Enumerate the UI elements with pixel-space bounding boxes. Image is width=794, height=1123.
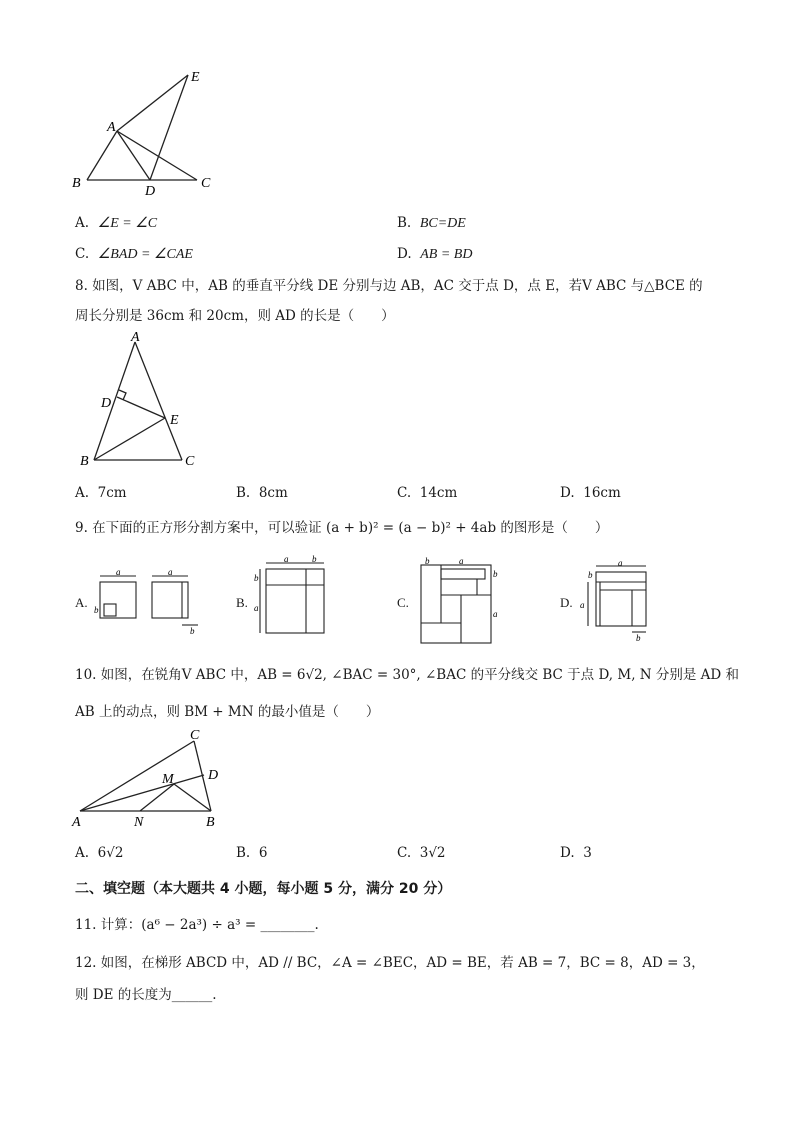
q10-option-c[interactable]	[397, 845, 446, 861]
option-key: A.	[75, 845, 90, 861]
q8-option-a[interactable]	[75, 485, 127, 501]
option-key: A.	[75, 215, 90, 231]
option-key: D.	[560, 845, 575, 861]
label-d: D	[101, 396, 112, 411]
label-b: B	[80, 454, 89, 469]
option-text: 3	[583, 845, 592, 861]
q11-stem: 11. 计算：(a⁶ − 2a³) ÷ a³ = ________.	[75, 917, 319, 933]
sym-b: b	[190, 626, 195, 635]
sym-a: a	[284, 555, 289, 564]
q12-stem-line1: 12. 如图，在梯形 ABCD 中，AD // BC，∠A = ∠BEC，AD = BE，若 AB = 7，BC = 8，AD = 3，	[75, 955, 705, 971]
option-text: 6√2	[97, 845, 124, 861]
q9-option-a-key[interactable]: A.	[75, 595, 88, 610]
segment-ad	[117, 131, 150, 180]
q10-figure	[68, 725, 228, 830]
q8-option-d[interactable]	[560, 485, 621, 501]
q7-option-c[interactable]	[75, 246, 193, 263]
section-title: 二、填空题（本大题共 4 小题，每小题 5 分，满分 20 分）	[75, 881, 452, 897]
q9-option-d-key[interactable]: D.	[560, 595, 573, 610]
sym-a: a	[168, 570, 173, 577]
label-a: A	[72, 815, 81, 830]
option-key: B.	[236, 485, 251, 501]
label-b: B	[72, 176, 81, 191]
option-text: 3√2	[419, 845, 446, 861]
q9-stem-line1: 9. 在下面的正方形分割方案中，可以验证 (a + b)² = (a − b)² + 4ab 的图形是（ ）	[75, 520, 609, 536]
option-key: A.	[75, 485, 90, 501]
outer-square	[421, 565, 491, 643]
option-text: 8cm	[258, 485, 288, 501]
q8-option-b[interactable]	[236, 485, 288, 501]
q8-stem-line1: 8. 如图，V ABC 中，AB 的垂直平分线 DE 分别与边 AB，AC 交于点 D，点 E，若V ABC 与△BCE 的	[75, 278, 703, 294]
option-key: D.	[560, 485, 575, 501]
sym-b: b	[254, 573, 259, 583]
q9-option-d-figure[interactable]	[580, 560, 655, 645]
q8-figure	[75, 330, 205, 470]
sym-b: b	[312, 555, 317, 564]
segment-ab	[87, 131, 117, 180]
option-key: C.	[397, 845, 412, 861]
q8-stem-line2: 周长分别是 36cm 和 20cm，则 AD 的长是（ ）	[75, 308, 395, 324]
q7-figure	[70, 65, 220, 200]
top-strip	[441, 569, 485, 579]
option-key: C.	[75, 246, 90, 262]
option-key: B.	[236, 845, 251, 861]
label-b: B	[206, 815, 215, 830]
option-key: D.	[397, 246, 412, 262]
label-d: D	[208, 768, 219, 783]
q9-option-c-figure[interactable]	[415, 555, 500, 647]
option-text: 16cm	[583, 485, 621, 501]
option-text: ∠E = ∠C	[97, 216, 158, 231]
sym-a: a	[618, 560, 623, 568]
square-a-outer	[100, 582, 136, 618]
segment-ac	[117, 131, 197, 180]
sym-a: a	[493, 609, 498, 619]
sym-b: b	[425, 556, 430, 566]
q10-option-a[interactable]	[75, 845, 123, 861]
sym-b: b	[493, 569, 498, 579]
outer-square	[266, 569, 324, 633]
label-c: C	[185, 454, 195, 469]
sym-b: b	[94, 605, 99, 615]
q8-option-c[interactable]	[397, 485, 457, 501]
q10-option-b[interactable]	[236, 845, 267, 861]
q7-option-b[interactable]	[397, 215, 466, 232]
label-e: E	[191, 70, 200, 85]
q7-option-d[interactable]	[397, 246, 472, 263]
q7-option-a[interactable]	[75, 215, 157, 232]
q10-option-d[interactable]	[560, 845, 592, 861]
square-b-inner	[104, 604, 116, 616]
sym-a: a	[254, 603, 259, 613]
sym-a: a	[459, 556, 464, 566]
option-text: BC=DE	[419, 216, 466, 231]
option-text: ∠BAD = ∠CAE	[97, 247, 193, 262]
label-a: A	[131, 330, 140, 345]
label-c: C	[190, 728, 200, 743]
option-text: 6	[258, 845, 268, 861]
q9-option-b-key[interactable]: B.	[236, 595, 248, 610]
option-key: B.	[397, 215, 412, 231]
q9-option-b-figure[interactable]	[254, 555, 329, 640]
q12-stem-line2: 则 DE 的长度为______.	[75, 987, 217, 1003]
segment-ac	[135, 342, 182, 460]
q9-option-c-key[interactable]: C.	[397, 595, 409, 610]
option-text: 7cm	[97, 485, 127, 501]
sym-b: b	[636, 633, 641, 643]
q10-stem-line1: 10. 如图，在锐角V ABC 中，AB = 6√2, ∠BAC = 30°, ∠BAC 的平分线交 BC 于点 D, M, N 分别是 AD 和	[75, 667, 740, 683]
sym-a: a	[116, 570, 121, 577]
q10-stem-line2: AB 上的动点，则 BM + MN 的最小值是（ ）	[75, 704, 380, 720]
label-d: D	[145, 184, 156, 199]
sym-b: b	[588, 570, 593, 580]
segment-be	[94, 418, 165, 460]
label-e: E	[170, 413, 179, 428]
option-key: C.	[397, 485, 412, 501]
q9-option-a-figure[interactable]	[92, 570, 212, 635]
label-c: C	[201, 176, 211, 191]
sym-a: a	[580, 600, 585, 610]
label-n: N	[134, 815, 144, 830]
square-a-right	[152, 582, 188, 618]
label-m: M	[162, 772, 174, 787]
option-text: AB = BD	[420, 247, 473, 262]
outer-square	[596, 572, 646, 626]
segment-ac	[80, 741, 194, 811]
option-text: 14cm	[419, 485, 458, 501]
label-a: A	[107, 120, 116, 135]
